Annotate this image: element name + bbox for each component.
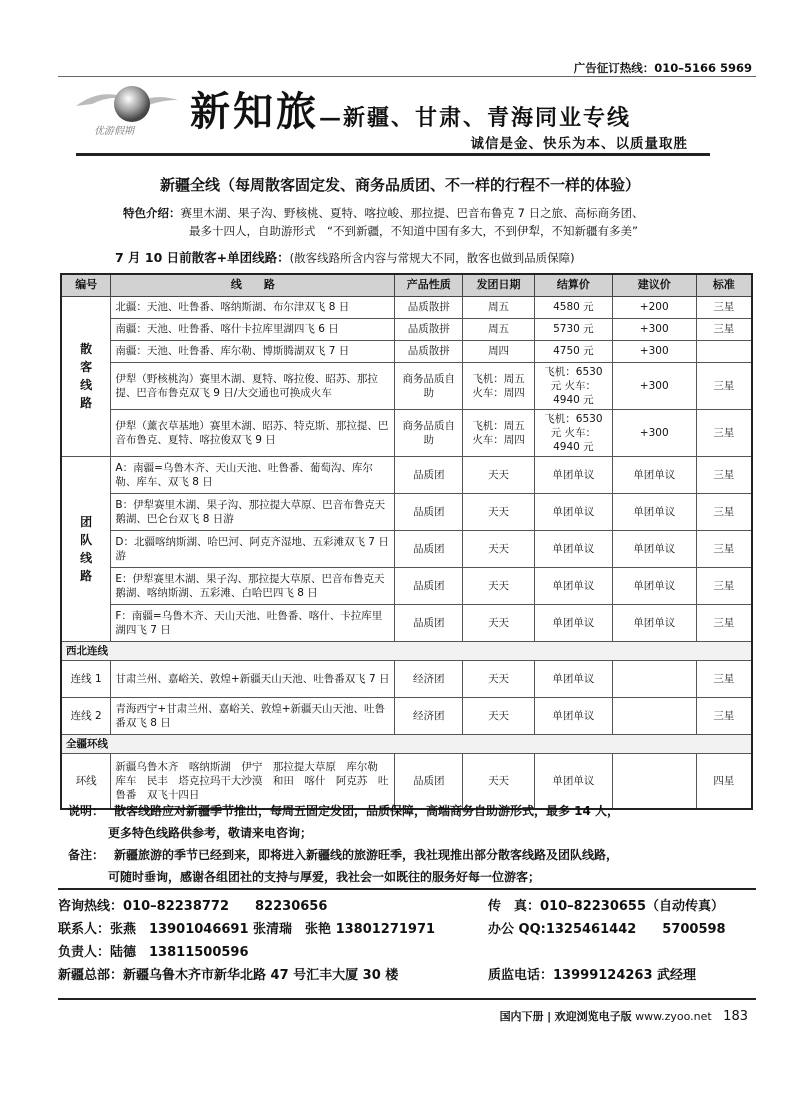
header-suggest: 建议价 — [612, 274, 696, 296]
page-footer — [500, 1008, 748, 1024]
route-cell: 新疆乌鲁木齐 喀纳斯湖 伊宁 那拉提大草原 库尔勒 库车 民丰 塔克拉玛干大沙漠 和田 喀什 阿克苏 吐鲁番 双飞十四日 — [111, 753, 395, 809]
type-cell: 品质团 — [395, 530, 463, 567]
date-cell: 天天 — [463, 493, 535, 530]
date-cell: 飞机：周五 火车：周四 — [463, 362, 535, 409]
type-cell: 品质团 — [395, 753, 463, 809]
date-cell: 周五 — [463, 318, 535, 340]
table-header-row — [61, 274, 752, 296]
header-price: 结算价 — [534, 274, 612, 296]
standard-cell: 三星 — [696, 409, 752, 456]
price-cell: 单团单议 — [534, 456, 612, 493]
route-cell: 青海西宁+甘肃兰州、嘉峪关、敦煌+新疆天山天池、吐鲁番双飞 8 日 — [111, 697, 395, 734]
price-cell: 单团单议 — [534, 604, 612, 641]
group-tuandui-label: 团队线路 — [80, 514, 93, 583]
table-row — [61, 296, 752, 318]
price-cell: 飞机：6530 元 火车：4940 元 — [534, 409, 612, 456]
logo-caption: 优游假期 — [94, 126, 134, 137]
code-cell: 连线 1 — [61, 660, 111, 697]
footer-divider-bar: | — [547, 1010, 552, 1023]
table-row — [61, 340, 752, 362]
type-cell: 品质团 — [395, 493, 463, 530]
people-list: 张燕 13901046691 张清瑞 张艳 13801271971 — [110, 922, 436, 937]
feature-line-2: 最多十四人，自助游形式 “不到新疆，不知道中国有多大，不到伊犁，不知新疆有多美” — [189, 224, 638, 238]
route-cell: A：南疆=乌鲁木齐、天山天池、吐鲁番、葡萄沟、库尔勒、库车、双飞 8 日 — [111, 456, 395, 493]
type-cell: 商务品质自助 — [395, 362, 463, 409]
suggest-cell: 单团单议 — [612, 604, 696, 641]
standard-cell: 三星 — [696, 318, 752, 340]
qc-phone: 13999124263 武经理 — [553, 968, 697, 983]
suggest-cell: 单团单议 — [612, 530, 696, 567]
price-cell: 4750 元 — [534, 340, 612, 362]
brand-logo — [72, 78, 182, 138]
price-cell: 飞机：6530 元 火车：4940 元 — [534, 362, 612, 409]
suggest-cell: 单团单议 — [612, 493, 696, 530]
loop-title: 全疆环线 — [61, 734, 752, 753]
ad-hotline: 广告征订热线：010–5166 5969 — [573, 61, 752, 75]
route-cell: B：伊犁赛里木湖、果子沟、那拉提大草原、巴音布鲁克天鹅湖、巴仑台双飞 8 日游 — [111, 493, 395, 530]
price-cell: 单团单议 — [534, 697, 612, 734]
top-divider — [58, 76, 756, 77]
explain-line-2: 更多特色线路供参考，敬请来电咨询； — [108, 826, 313, 840]
type-cell: 品质散拼 — [395, 340, 463, 362]
route-cell: D：北疆喀纳斯湖、哈巴河、阿克齐湿地、五彩滩双飞 7 日游 — [111, 530, 395, 567]
feature-intro — [123, 204, 720, 240]
group-sanke-label: 散客线路 — [80, 342, 93, 410]
standard-cell: 三星 — [696, 362, 752, 409]
hq-address: 新疆乌鲁木齐市新华北路 47 号汇丰大厦 30 楼 — [123, 968, 399, 983]
qq-label: 办公 QQ: — [488, 922, 546, 937]
suggest-cell — [612, 660, 696, 697]
table-row — [61, 530, 752, 567]
brand-main: 新知旅 — [190, 88, 319, 135]
section-row-northwest — [61, 641, 752, 660]
header-route: 线 路 — [111, 274, 395, 296]
standard-cell: 三星 — [696, 567, 752, 604]
route-cell: 甘肃兰州、嘉峪关、敦煌+新疆天山天池、吐鲁番双飞 7 日 — [111, 660, 395, 697]
standard-cell: 三星 — [696, 493, 752, 530]
date-cell: 天天 — [463, 530, 535, 567]
code-cell: 环线 — [61, 753, 111, 809]
people-label: 联系人： — [58, 922, 111, 937]
footer-site: www.zyoo.net — [635, 1010, 712, 1023]
price-cell: 4580 元 — [534, 296, 612, 318]
standard-cell: 三星 — [696, 296, 752, 318]
contact-block — [58, 895, 756, 987]
hotline-label: 咨询热线： — [58, 899, 124, 914]
route-cell: 北疆：天池、吐鲁番、喀纳斯湖、布尔津双飞 8 日 — [111, 296, 395, 318]
standard-cell: 三星 — [696, 530, 752, 567]
price-cell: 单团单议 — [534, 530, 612, 567]
hq-label: 新疆总部： — [58, 968, 124, 983]
date-cell: 周五 — [463, 296, 535, 318]
manager-label: 负责人： — [58, 945, 111, 960]
brand-sub: —新疆、甘肃、青海同业专线 — [319, 105, 632, 131]
table-row — [61, 697, 752, 734]
type-cell: 经济团 — [395, 697, 463, 734]
type-cell: 品质团 — [395, 604, 463, 641]
date-cell: 天天 — [463, 456, 535, 493]
type-cell: 品质团 — [395, 567, 463, 604]
suggest-cell — [612, 697, 696, 734]
date-cell: 天天 — [463, 567, 535, 604]
suggest-cell: +200 — [612, 296, 696, 318]
table-row — [61, 409, 752, 456]
standard-cell — [696, 340, 752, 362]
standard-cell: 三星 — [696, 660, 752, 697]
footer-section: 国内下册 — [499, 1010, 544, 1023]
price-cell: 5730 元 — [534, 318, 612, 340]
type-cell: 品质团 — [395, 456, 463, 493]
date-cell: 天天 — [463, 604, 535, 641]
date-cell: 周四 — [463, 340, 535, 362]
price-cell: 单团单议 — [534, 567, 612, 604]
header-divider — [76, 153, 710, 156]
qc-label: 质监电话： — [488, 968, 554, 983]
route-cell: 南疆：天池、吐鲁番、库尔勒、博斯腾湖双飞 7 日 — [111, 340, 395, 362]
table-row — [61, 318, 752, 340]
manager-contact: 陆德 13811500596 — [110, 945, 249, 960]
explain-label: 说明： — [68, 804, 105, 818]
route-cell: E：伊犁赛里木湖、果子沟、那拉提大草原、巴音布鲁克天鹅湖、喀纳斯湖、五彩滩、白哈巴四飞 8 日 — [111, 567, 395, 604]
remark-row — [68, 844, 730, 866]
section-row-loop — [61, 734, 752, 753]
group-tuandui — [61, 456, 111, 641]
feature-line-1: 赛里木湖、果子沟、野核桃、夏特、喀拉峻、那拉提、巴音布鲁克 7 日之旅、高标商务团、 — [180, 206, 644, 220]
suggest-cell: +300 — [612, 340, 696, 362]
standard-cell: 四星 — [696, 753, 752, 809]
routes-heading-title: 7 月 10 日前散客+单团线路： — [115, 250, 290, 265]
remark-line-1: 新疆旅游的季节已经到来，即将进入新疆线的旅游旺季，我社现推出部分散客线路及团队线路， — [114, 848, 619, 862]
remark-line-2: 可随时垂询，感谢各组团社的支持与厚爱，我社会一如既往的服务好每一位游客； — [108, 870, 541, 884]
section-title: 新疆全线（每周散客固定发、商务品质团、不一样的行程不一样的体验） — [159, 176, 640, 194]
route-cell: F：南疆=乌鲁木齐、天山天池、吐鲁番、喀什、卡拉库里湖四飞 7 日 — [111, 604, 395, 641]
route-cell: 南疆：天池、吐鲁番、喀什卡拉库里湖四飞 6 日 — [111, 318, 395, 340]
suggest-cell: 单团单议 — [612, 456, 696, 493]
suggest-cell: +300 — [612, 409, 696, 456]
table-row — [61, 604, 752, 641]
footer-divider — [58, 998, 756, 1000]
suggest-cell: 单团单议 — [612, 567, 696, 604]
routes-heading-note: (散客线路所含内容与常规大不同，散客也做到品质保障) — [289, 251, 575, 265]
route-cell: 伊犁（薰衣草基地）赛里木湖、昭苏、特克斯、那拉提、巴音布鲁克、夏特、喀拉俊双飞 9 日 — [111, 409, 395, 456]
standard-cell: 三星 — [696, 697, 752, 734]
table-row — [61, 493, 752, 530]
explain-row — [68, 800, 730, 822]
header-type: 产品性质 — [395, 274, 463, 296]
type-cell: 品质散拼 — [395, 296, 463, 318]
table-row — [61, 456, 752, 493]
date-cell: 飞机：周五 火车：周四 — [463, 409, 535, 456]
routes-heading — [115, 248, 575, 266]
price-cell: 单团单议 — [534, 660, 612, 697]
header-code: 编号 — [61, 274, 111, 296]
table-row — [61, 567, 752, 604]
header-standard: 标准 — [696, 274, 752, 296]
page-number: 183 — [723, 1009, 748, 1024]
date-cell: 天天 — [463, 697, 535, 734]
contact-divider — [58, 888, 756, 890]
type-cell: 经济团 — [395, 660, 463, 697]
routes-table — [60, 273, 753, 810]
brand-title — [190, 80, 631, 137]
explain-line-1: 散客线路应对新疆季节推出，每周五固定发团，品质保障，高端商务自助游形式，最多 14 人， — [114, 804, 620, 818]
northwest-title: 西北连线 — [61, 641, 752, 660]
footer-promo: 欢迎浏览电子版 — [554, 1010, 632, 1023]
fax-label: 传 真： — [488, 899, 541, 914]
hotline-number: 010–82238772 82230656 — [123, 899, 328, 914]
date-cell: 天天 — [463, 660, 535, 697]
remark-label: 备注： — [68, 848, 105, 862]
qq-number: 1325461442 5700598 — [545, 922, 726, 937]
price-cell: 单团单议 — [534, 493, 612, 530]
suggest-cell: +300 — [612, 362, 696, 409]
suggest-cell: +300 — [612, 318, 696, 340]
price-cell: 单团单议 — [534, 753, 612, 809]
type-cell: 品质散拼 — [395, 318, 463, 340]
date-cell: 天天 — [463, 753, 535, 809]
group-sanke — [61, 296, 111, 456]
standard-cell: 三星 — [696, 456, 752, 493]
header-date: 发团日期 — [463, 274, 535, 296]
code-cell: 连线 2 — [61, 697, 111, 734]
notes — [68, 800, 730, 888]
feature-label: 特色介绍： — [123, 206, 181, 220]
type-cell: 商务品质自助 — [395, 409, 463, 456]
table-row — [61, 362, 752, 409]
slogan: 诚信是金、快乐为本、以质量取胜 — [470, 136, 688, 152]
route-cell: 伊犁（野核桃沟）赛里木湖、夏特、喀拉俊、昭苏、那拉提、巴音布鲁克双飞 9 日/大交通也可换成火车 — [111, 362, 395, 409]
fax-number: 010–82230655（自动传真） — [540, 899, 725, 914]
standard-cell: 三星 — [696, 604, 752, 641]
table-row — [61, 660, 752, 697]
